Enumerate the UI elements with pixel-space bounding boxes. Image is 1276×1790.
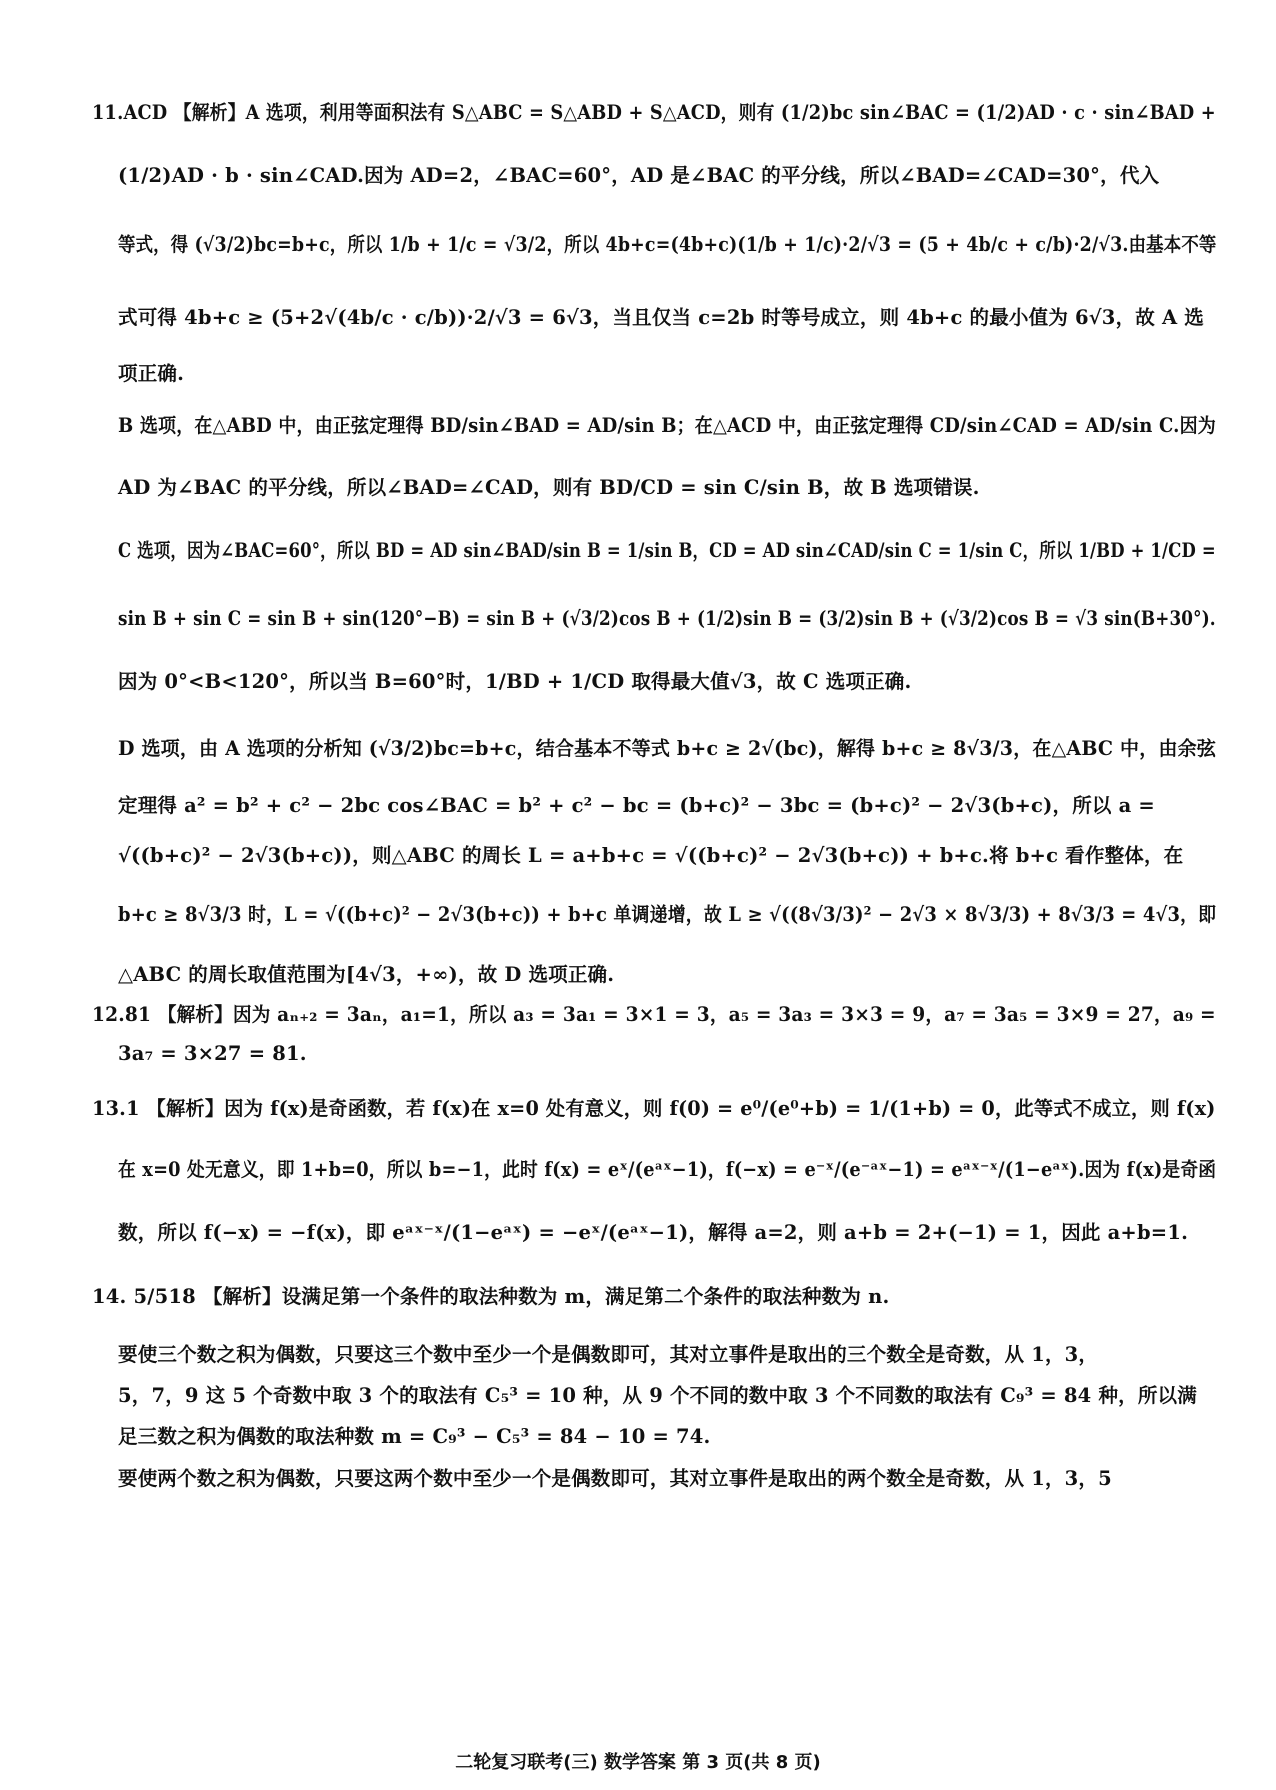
text-line: 13.1 【解析】因为 f(x)是奇函数，若 f(x)在 x=0 处有意义，则 f(0) = e⁰/(e⁰+b) = 1/(1+b) = 0，此等式不成立，则 f(x) xyxy=(92,1097,1216,1120)
text-line: √((b+c)² − 2√3(b+c))，则△ABC 的周长 L = a+b+c = √((b+c)² − 2√3(b+c)) + b+c.将 b+c 看作整体，在 xyxy=(118,844,1184,867)
text-line: (1/2)AD · b · sin∠CAD.因为 AD=2，∠BAC=60°，AD 是∠BAC 的平分线，所以∠BAD=∠CAD=30°，代入 xyxy=(118,164,1160,187)
text-line: b+c ≥ 8√3/3 时，L = √((b+c)² − 2√3(b+c)) + b+c 单调递增，故 L ≥ √((8√3/3)² − 2√3 × 8√3/3) + 8√3/3 = 4√3，即 xyxy=(118,903,1217,926)
text-line: △ABC 的周长取值范围为[4√3，+∞)，故 D 选项正确. xyxy=(118,963,615,986)
text-line: 11.ACD 【解析】A 选项，利用等面积法有 S△ABC = S△ABD + S△ACD，则有 (1/2)bc sin∠BAC = (1/2)AD · c · sin∠BAD + xyxy=(92,101,1216,124)
text-line: 3a₇ = 3×27 = 81. xyxy=(118,1042,307,1065)
page-footer: 二轮复习联考(三) 数学答案 第 3 页(共 8 页) xyxy=(455,1752,821,1773)
text-line: 5，7，9 这 5 个奇数中取 3 个的取法有 C₅³ = 10 种，从 9 个不同的数中取 3 个不同数的取法有 C₉³ = 84 种，所以满 xyxy=(118,1384,1197,1407)
text-line: 要使两个数之积为偶数，只要这两个数中至少一个是偶数即可，其对立事件是取出的两个数全是奇数，从 1，3，5 xyxy=(118,1467,1112,1490)
text-line: 在 x=0 处无意义，即 1+b=0，所以 b=−1，此时 f(x) = eˣ/(eᵃˣ−1)，f(−x) = e⁻ˣ/(e⁻ᵃˣ−1) = eᵃˣ⁻ˣ/(1−eᵃˣ).因为 f(x)是奇函 xyxy=(118,1158,1217,1181)
text-line: 等式，得 (√3/2)bc=b+c，所以 1/b + 1/c = √3/2，所以 4b+c=(4b+c)(1/b + 1/c)·2/√3 = (5 + 4b/c + c/b)·2/√3.由基本不等 xyxy=(118,233,1217,256)
text-line: D 选项，由 A 选项的分析知 (√3/2)bc=b+c，结合基本不等式 b+c ≥ 2√(bc)，解得 b+c ≥ 8√3/3，在△ABC 中，由余弦 xyxy=(118,737,1217,760)
text-line: 14. 5/518 【解析】设满足第一个条件的取法种数为 m，满足第二个条件的取法种数为 n. xyxy=(92,1285,890,1308)
text-line: C 选项，因为∠BAC=60°，所以 BD = AD sin∠BAD/sin B = 1/sin B，CD = AD sin∠CAD/sin C = 1/sin C，所以 1/BD + 1/CD = xyxy=(118,539,1216,562)
text-line: 12.81 【解析】因为 aₙ₊₂ = 3aₙ，a₁=1，所以 a₃ = 3a₁ = 3×1 = 3，a₅ = 3a₃ = 3×3 = 9，a₇ = 3a₅ = 3×9 = 27，a₉ = xyxy=(92,1003,1216,1026)
text-line: 数，所以 f(−x) = −f(x)，即 eᵃˣ⁻ˣ/(1−eᵃˣ) = −eˣ/(eᵃˣ−1)，解得 a=2，则 a+b = 2+(−1) = 1，因此 a+b=1. xyxy=(118,1221,1189,1244)
text-line: B 选项，在△ABD 中，由正弦定理得 BD/sin∠BAD = AD/sin B；在△ACD 中，由正弦定理得 CD/sin∠CAD = AD/sin C.因为 xyxy=(118,414,1216,437)
text-line: 项正确. xyxy=(118,362,185,385)
text-line: AD 为∠BAC 的平分线，所以∠BAD=∠CAD，则有 BD/CD = sin C/sin B，故 B 选项错误. xyxy=(118,476,980,499)
text-line: 足三数之积为偶数的取法种数 m = C₉³ − C₅³ = 84 − 10 = 74. xyxy=(118,1425,711,1448)
text-line: 式可得 4b+c ≥ (5+2√(4b/c · c/b))·2/√3 = 6√3，当且仅当 c=2b 时等号成立，则 4b+c 的最小值为 6√3，故 A 选 xyxy=(118,306,1204,329)
text-line: 定理得 a² = b² + c² − 2bc cos∠BAC = b² + c² − bc = (b+c)² − 3bc = (b+c)² − 2√3(b+c)，所以 a = xyxy=(118,794,1155,817)
text-line: 因为 0°<B<120°，所以当 B=60°时，1/BD + 1/CD 取得最大值√3，故 C 选项正确. xyxy=(118,670,912,693)
text-line: sin B + sin C = sin B + sin(120°−B) = sin B + (√3/2)cos B + (1/2)sin B = (3/2)sin B + (√3/2)cos B = √3 sin(B+30°). xyxy=(118,607,1216,630)
text-line: 要使三个数之积为偶数，只要这三个数中至少一个是偶数即可，其对立事件是取出的三个数全是奇数，从 1，3， xyxy=(118,1343,1099,1366)
